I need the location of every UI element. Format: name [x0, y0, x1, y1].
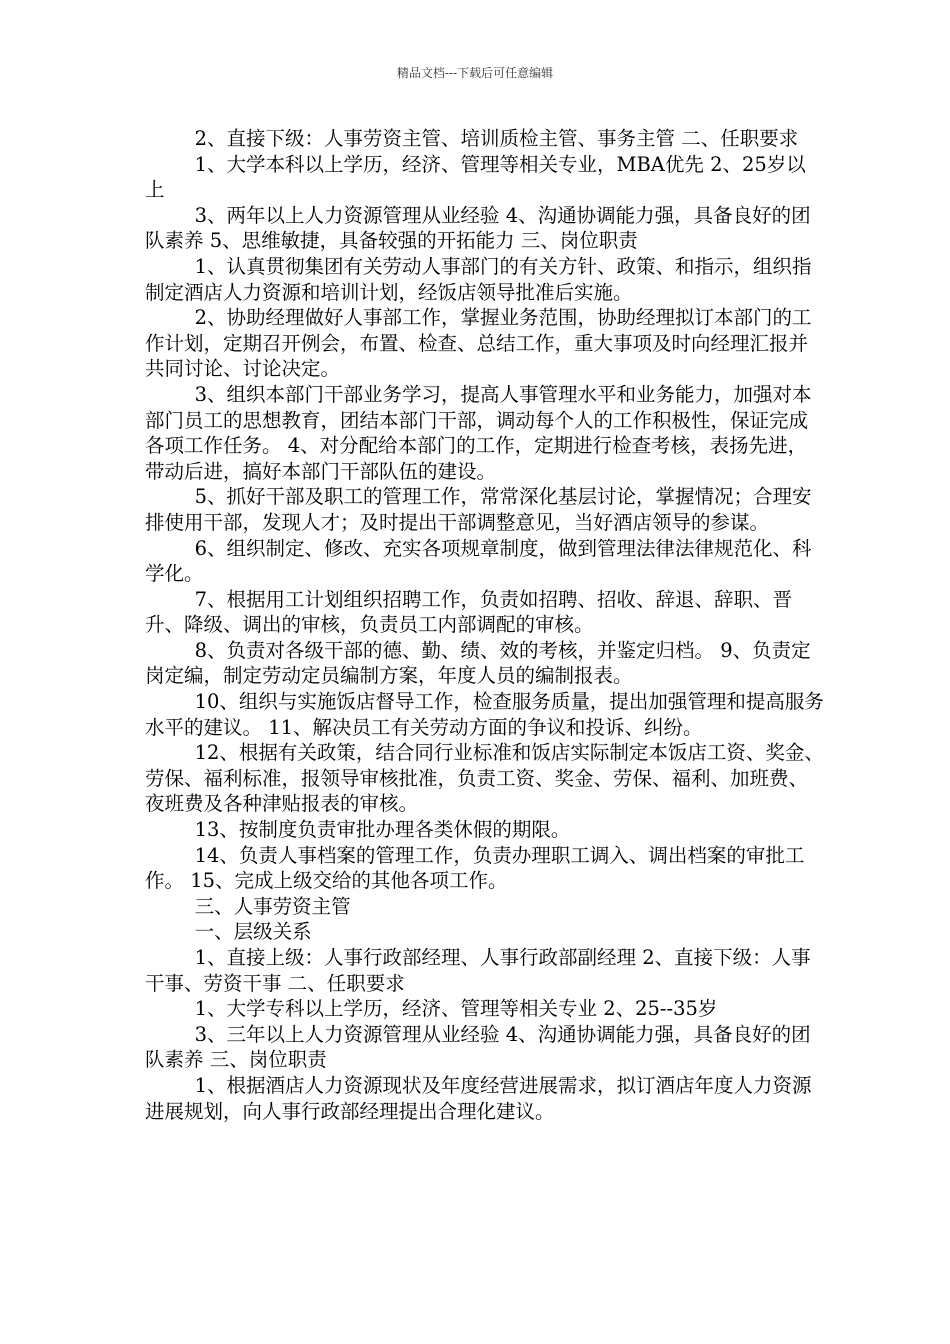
paragraph: 3、三年以上人力资源管理从业经验 4、沟通协调能力强，具备良好的团队素养 三、岗位职责 [145, 1022, 811, 1072]
paragraph: 2、直接下级：人事劳资主管、培训质检主管、事务主管 二、任职要求 [145, 127, 799, 150]
paragraph: 6、组织制定、修改、充实各项规章制度，做到管理法律法律规范化、科学化。 [145, 536, 812, 586]
paragraph: 1、直接上级：人事行政部经理、人事行政部副经理 2、直接下级：人事干事、劳资干事 二、任职要求 [145, 946, 811, 995]
paragraph: 10、组织与实施饭店督导工作，检查服务质量，提出加强管理和提高服务水平的建议。 11、解决员工有关劳动方面的争议和投诉、纠纷。 [145, 690, 824, 739]
paragraph: 14、负责人事档案的管理工作，负责办理职工调入、调出档案的审批工作。 15、完成上级交给的其他各项工作。 [145, 843, 805, 893]
paragraph: 1、认真贯彻集团有关劳动人事部门的有关方针、政策、和指示，组织指制定酒店人力资源和培训计划，经饭店领导批准后实施。 [145, 254, 812, 304]
paragraph: 7、根据用工计划组织招聘工作，负责如招聘、招收、辞退、辞职、晋升、降级、调出的审核，负责员工内部调配的审核。 [145, 587, 793, 637]
paragraph: 1、大学本科以上学历，经济、管理等相关专业，MBA优先 2、25岁以上 [145, 152, 806, 202]
paragraph: 3、组织本部门干部业务学习，提高人事管理水平和业务能力，加强对本部门员工的思想教育，团结本部门干部，调动每个人的工作积极性，保证完成各项工作任务。 4、对分配给本部门的工作，定期进行检查考核，表扬先进，带动后进，搞好本部门干部队伍的建设。 [145, 382, 812, 483]
paragraph: 5、抓好干部及职工的管理工作，常常深化基层讨论，掌握情况；合理安排使用干部，发现人才；及时提出干部调整意见，当好酒店领导的参谋。 [145, 485, 812, 534]
document-body [145, 126, 825, 1124]
subsection-heading: 一、层级关系 [145, 920, 312, 944]
paragraph: 1、根据酒店人力资源现状及年度经营进展需求，拟订酒店年度人力资源进展规划，向人事行政部经理提出合理化建议。 [145, 1073, 812, 1123]
page-header: 精品文档---下载后可任意编辑 [396, 66, 554, 80]
paragraph: 1、大学专科以上学历，经济、管理等相关专业 2、25--35岁 [145, 997, 718, 1021]
paragraph: 8、负责对各级干部的德、勤、绩、效的考核，并鉴定归档。 9、负责定岗定编，制定劳动定员编制方案，年度人员的编制报表。 [145, 638, 811, 688]
paragraph: 13、按制度负责审批办理各类休假的期限。 [145, 818, 571, 842]
paragraph: 3、两年以上人力资源管理从业经验 4、沟通协调能力强，具备良好的团队素养 5、思维敏捷，具备较强的开拓能力 三、岗位职责 [145, 203, 811, 253]
paragraph: 12、根据有关政策，结合同行业标准和饭店实际制定本饭店工资、奖金、劳保、福利标准，报领导审核批准，负责工资、奖金、劳保、福利、加班费、夜班费及各种津贴报表的审核。 [145, 741, 824, 816]
paragraph: 2、协助经理做好人事部工作，掌握业务范围，协助经理拟订本部门的工作计划，定期召开例会，布置、检查、总结工作，重大事项及时向经理汇报并共同讨论、讨论决定。 [145, 306, 812, 381]
section-heading: 三、人事劳资主管 [145, 894, 351, 918]
